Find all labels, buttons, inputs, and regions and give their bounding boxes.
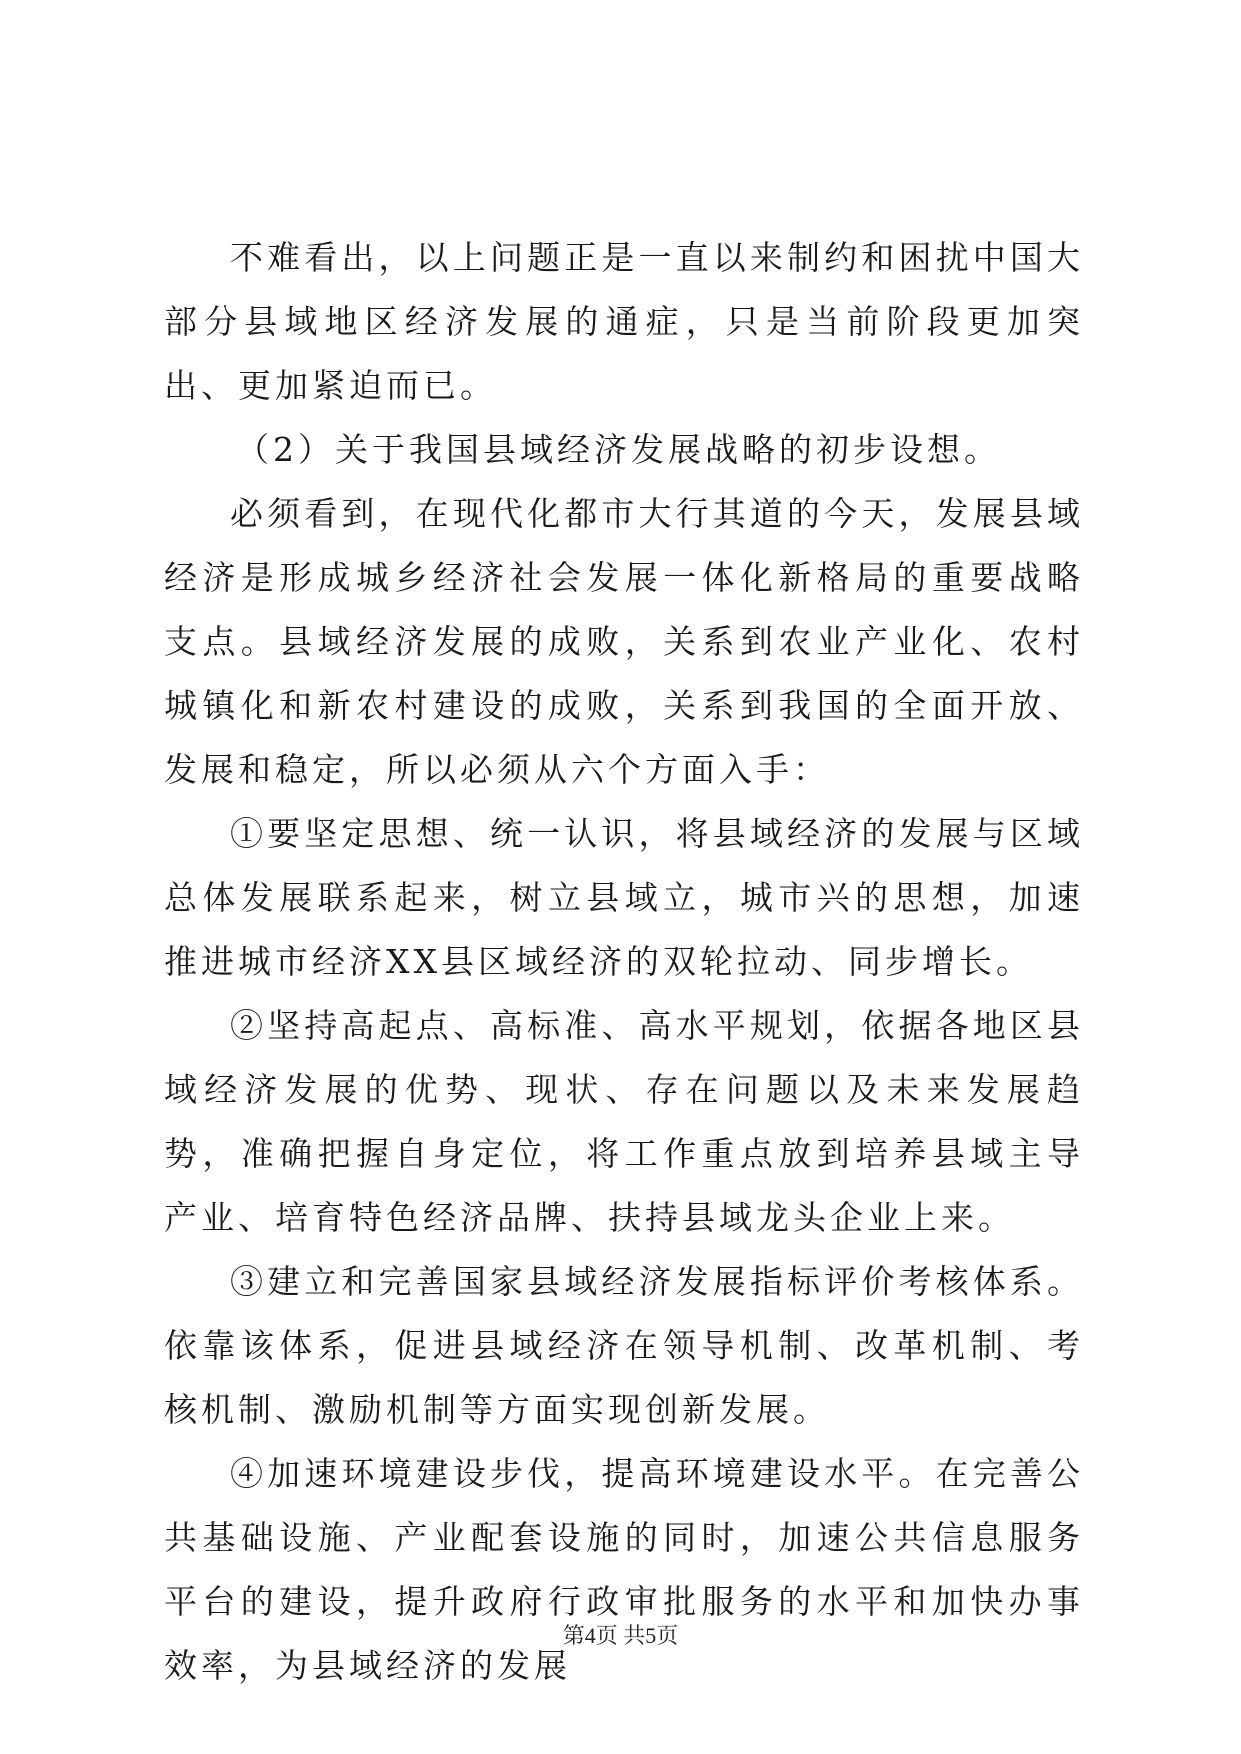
paragraph-conclusion: 不难看出，以上问题正是一直以来制约和困扰中国大部分县域地区经济发展的通症，只是当前阶段更加突出、更加紧迫而已。 (164, 238, 1084, 405)
paragraph-point-4: ④加速环境建设步伐，提高环境建设水平。在完善公共基础设施、产业配套设施的同时，加速公共信息服务平台的建设，提升政府行政审批服务的水平和加快办事效率，为县域经济的发展 (164, 1454, 1084, 1685)
paragraph-point-2: ②坚持高起点、高标准、高水平规划，依据各地区县域经济发展的优势、现状、存在问题以及未来发展趋势，准确把握自身定位，将工作重点放到培养县域主导产业、培育特色经济品牌、扶持县域龙头企业上来。 (164, 1006, 1084, 1237)
section-heading: （2）关于我国县域经济发展战略的初步设想。 (236, 430, 1001, 469)
page-number-footer: 第4页 共5页 (562, 1623, 679, 1648)
paragraph-point-3: ③建立和完善国家县域经济发展指标评价考核体系。依靠该体系，促进县域经济在领导机制、改革机制、考核机制、激励机制等方面实现创新发展。 (164, 1262, 1084, 1429)
document-body (164, 226, 1084, 1698)
paragraph-point-1: ①要坚定思想、统一认识，将县域经济的发展与区域总体发展联系起来，树立县域立，城市兴的思想，加速推进城市经济XX县区域经济的双轮拉动、同步增长。 (164, 814, 1084, 981)
paragraph-intro: 必须看到，在现代化都市大行其道的今天，发展县域经济是形成城乡经济社会发展一体化新格局的重要战略支点。县域经济发展的成败，关系到农业产业化、农村城镇化和新农村建设的成败，关系到我国的全面开放、发展和稳定，所以必须从六个方面入手： (164, 494, 1084, 789)
